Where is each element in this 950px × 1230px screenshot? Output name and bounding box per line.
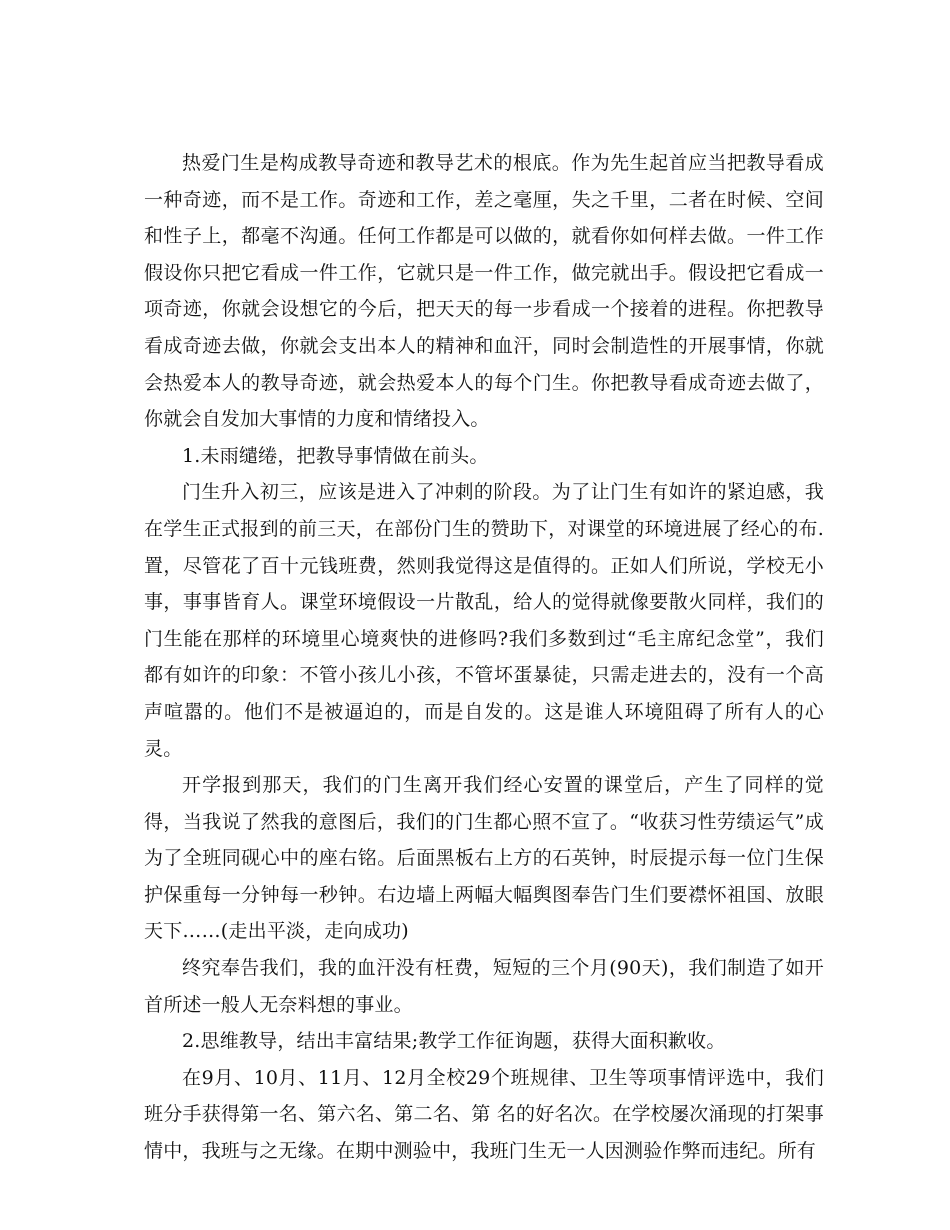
document-body bbox=[144, 145, 824, 1170]
paragraph-rankings: 在9月、10月、11月、12月全校29个班规律、卫生等项事情评选中，我们班分手获得第一名、第六名、第二名、第 名的好名次。在学校屡次涌现的打架事情中，我班与之无缘。在期中测验中，我班门生无一人因测验作弊而违纪。所有 bbox=[144, 1066, 824, 1163]
section-heading-1: 1.未雨缱绻，把教导事情做在前头。 bbox=[182, 444, 489, 467]
paragraph-result: 终究奉告我们，我的血汗没有枉费，短短的三个月(90天)，我们制造了如开首所述一般人无奈料想的事业。 bbox=[144, 957, 824, 1016]
paragraph-opening-day: 开学报到那天，我们的门生离开我们经心安置的课堂后，产生了同样的觉得，当我说了然我的意图后，我们的门生都心照不宣了。“收获习性劳绩运气”成为了全班同砚心中的座右铭。后面黑板右上方的石英钟，时辰提示每一位门生保护保重每一分钟每一秒钟。右边墙上两幅大幅舆图奉告门生们要襟怀祖国、放眼天下……(走出平淡，走向成功) bbox=[144, 774, 824, 943]
section-heading-2: 2.思维教导，结出丰富结果;教学工作征询题，获得大面积歉收。 bbox=[182, 1030, 726, 1053]
paragraph-intro: 热爱门生是构成教导奇迹和教导艺术的根底。作为先生起首应当把教导看成一种奇迹，而不是工作。奇迹和工作，差之毫厘，失之千里，二者在时候、空间和性子上，都毫不沟通。任何工作都是可以做的，就看你如何样去做。一件工作假设你只把它看成一件工作，它就只是一件工作，做完就出手。假设把它看成一项奇迹，你就会设想它的今后，把天天的每一步看成一个接着的进程。你把教导看成奇迹去做，你就会支出本人的精神和血汗，同时会制造性的开展事情，你就会热爱本人的教导奇迹，就会热爱本人的每个门生。你把教导看成奇迹去做了，你就会自发加大事情的力度和情绪投入。 bbox=[144, 152, 824, 431]
paragraph-classroom-setup: 门生升入初三，应该是进入了冲刺的阶段。为了让门生有如许的紧迫感，我在学生正式报到的前三天，在部份门生的赞助下，对课堂的环境进展了经心的布.置，尽管花了百十元钱班费，然则我觉得这是值得的。正如人们所说，学校无小事，事事皆育人。课堂环境假设一片散乱，给人的觉得就像要散火同样，我们的门生能在那样的环境里心境爽快的进修吗?我们多数到过“毛主席纪念堂”，我们都有如许的印象：不管小孩儿小孩，不管坏蛋暴徒，只需走进去的，没有一个高声喧嚣的。他们不是被逼迫的，而是自发的。这是谁人环境阻碍了所有人的心灵。 bbox=[144, 481, 824, 760]
